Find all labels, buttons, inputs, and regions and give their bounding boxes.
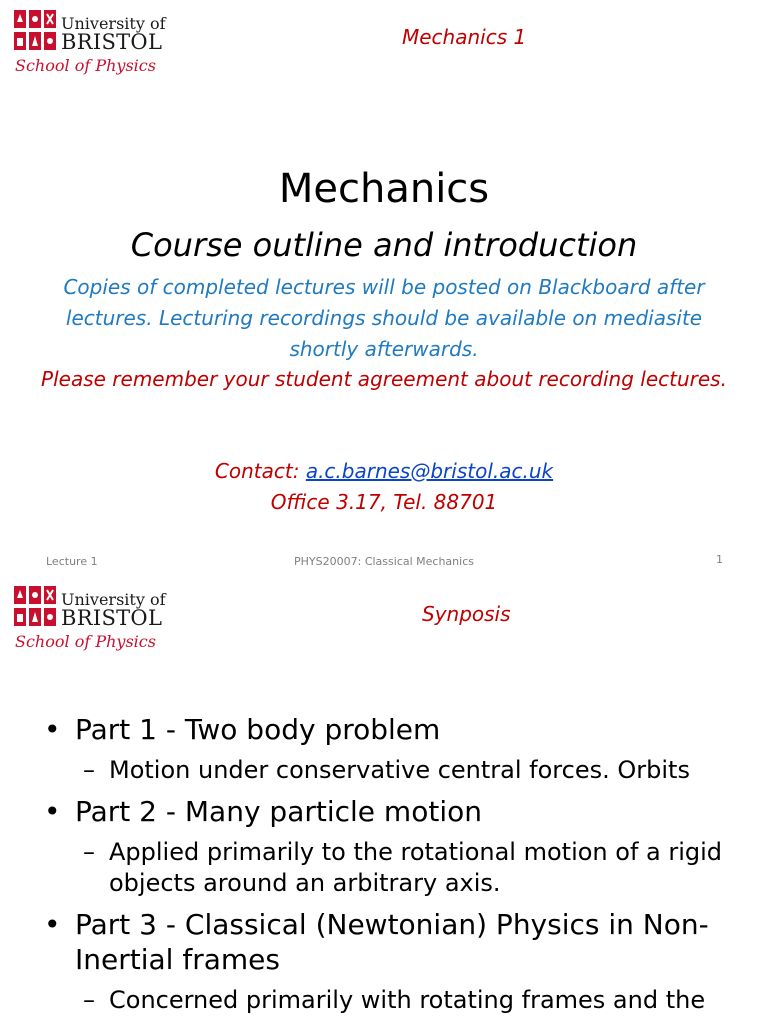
list-subitem xyxy=(44,755,744,786)
logo-school-of-physics: School of Physics xyxy=(15,632,156,651)
logo-university-of: University of xyxy=(61,590,166,609)
dash-icon: – xyxy=(83,838,95,866)
university-logo xyxy=(13,584,166,656)
list-item xyxy=(44,794,744,829)
logo-bristol: BRISTOL xyxy=(61,606,163,630)
part-3-text: Part 3 - Classical (Newtonian) Physics in Non-Inertial frames xyxy=(75,908,709,976)
slide-1-header: Mechanics 1 xyxy=(402,25,527,49)
logo-university-of: University of xyxy=(61,14,166,33)
list-item xyxy=(44,907,744,977)
footer-course: PHYS20007: Classical Mechanics xyxy=(294,555,474,568)
logo-bristol: BRISTOL xyxy=(61,30,163,54)
bristol-crest-icon xyxy=(13,584,59,630)
dash-icon: – xyxy=(83,756,95,784)
bullet-icon: • xyxy=(44,713,61,746)
contact-email-link[interactable]: a.c.barnes@bristol.ac.uk xyxy=(305,459,554,483)
slide-2-header: Synposis xyxy=(422,602,511,626)
bristol-crest-icon xyxy=(13,8,59,54)
university-logo xyxy=(13,8,166,80)
contact-block xyxy=(0,456,768,518)
recordings-note: Copies of completed lectures will be posted on Blackboard after lectures. Lecturing recordings should be available on mediasite shortly afterwards. xyxy=(63,275,705,361)
part-2-text: Part 2 - Many particle motion xyxy=(75,795,482,828)
part-3-detail: Concerned primarily with rotating frames and the xyxy=(109,986,706,1014)
footer-page-number: 1 xyxy=(716,553,723,566)
list-subitem xyxy=(44,985,744,1016)
synopsis-list xyxy=(44,712,744,1024)
part-2-detail: Applied primarily to the rotational motion of a rigid objects around an arbitrary axis. xyxy=(109,838,723,897)
contact-line xyxy=(0,456,768,487)
bullet-icon: • xyxy=(44,908,61,941)
list-subitem xyxy=(44,837,744,899)
bullet-icon: • xyxy=(44,795,61,828)
footer-lecture: Lecture 1 xyxy=(46,555,98,568)
list-item xyxy=(44,712,744,747)
office-line: Office 3.17, Tel. 88701 xyxy=(270,490,498,514)
student-agreement-note: Please remember your student agreement about recording lectures. xyxy=(41,367,727,391)
dash-icon: – xyxy=(83,986,95,1014)
part-1-detail: Motion under conservative central forces. Orbits xyxy=(109,756,690,784)
contact-label: Contact: xyxy=(214,459,306,483)
slide-title: Mechanics xyxy=(278,166,490,212)
part-1-text: Part 1 - Two body problem xyxy=(75,713,441,746)
slide-subtitle: Course outline and introduction xyxy=(130,226,638,264)
logo-school-of-physics: School of Physics xyxy=(15,56,156,75)
